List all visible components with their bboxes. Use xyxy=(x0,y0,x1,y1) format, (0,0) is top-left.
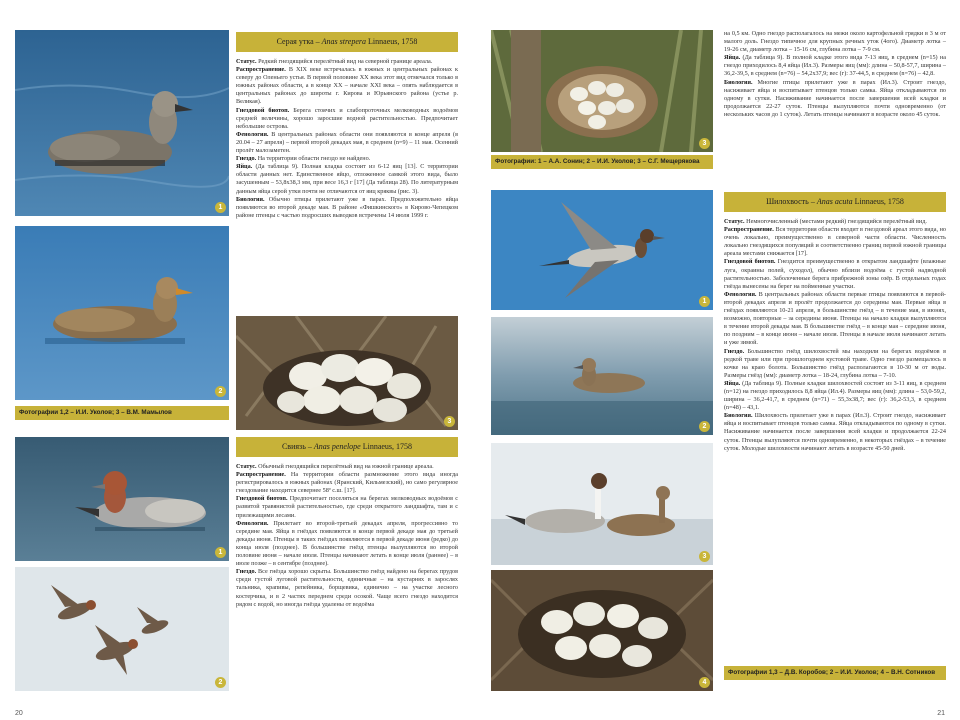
species-name: Серая утка xyxy=(276,37,314,46)
photo-gadwall-female xyxy=(15,226,229,400)
photo-caption-pintail: Фотографии 1,3 – Д.В. Коробов; 2 – И.И. Уколов; 4 – В.Н. Сотников xyxy=(724,666,946,680)
text-paragraph: Гнездо. Все гнёзда хорошо скрыты. Большинство гнёзд найдено на берегах прудов среди густой луговой растительности, единичные – на кустарнях в зарослях тальника, крапивы, репейника, борщевика, единично – на участке лесного костерчика, и в 2 частях переднем среди осокой. Чаще всего гнездо находится рядом с водой, но иногда гнёзда удалены от водоёма xyxy=(236,568,458,608)
photo-caption-wigeon: Фотографии: 1 – А.А. Сонин; 2 – И.И. Уколов; 3 – С.Г. Мещерякова xyxy=(491,155,713,169)
species-name: Шилохвость xyxy=(766,197,809,206)
species-text-wigeon xyxy=(236,463,458,699)
photo-number: 1 xyxy=(215,202,226,213)
species-header-wigeon: Свиязь – Anas penelope Linnaeus, 1758 xyxy=(236,437,458,457)
text-paragraph: Распространение. На территории области размножение этого вида иногда регистрировалось в южных районах (Яранский, Кильмезский), но само регулярное гнездование находится севернее 58º с.ш. [17]. xyxy=(236,471,458,495)
species-author: Linnaeus, 1758 xyxy=(854,197,904,206)
species-latin: Anas strepera xyxy=(321,37,367,46)
text-paragraph: Фенология. В центральных районах области они появляются в конце апреля (в 20.04 – 27 апреля) – первой второй декадах мая, в среднем (n=9) – 11 мая. Осенний пролёт малозаметен. xyxy=(236,130,458,155)
species-author: Linnaeus, 1758 xyxy=(368,37,418,46)
species-name: Свиязь xyxy=(281,442,306,451)
photo-wigeon-nest xyxy=(491,30,713,152)
page-number-left: 20 xyxy=(15,710,23,717)
photo-number: 3 xyxy=(699,551,710,562)
photo-caption-gadwall: Фотографии 1,2 – И.И. Уколов; 3 – В.М. Мамылов xyxy=(15,406,229,420)
text-paragraph: на 0,5 км. Одно гнездо располагалось на межи около картофельной грядки в 3 м от малого доль. Гнездо типичное для крупных речных уток (4ого). Диаметр лотка – 19-26 см, диаметр лотка – 15-16 см, глубина лотка – 7-9 см. xyxy=(724,30,946,54)
text-paragraph: Статус. Немногочисленный (местами редкий) гнездящийся перелётный вид. xyxy=(724,218,927,225)
species-author: Linnaeus, 1758 xyxy=(362,442,413,451)
species-latin: Anas penelope xyxy=(313,442,361,451)
text-paragraph: Биология. Шилохвость прилетает уже в парах (Ил.3). Строит гнездо, насиживает яйца и воспитывает птенцов только самка. Яйца откладываются по одному в сутки. Насиживание начинается после завершения всей кладки и продолжается 22-24 суток. Птенцы вылупляются почти одновременно, в некоторых гнёздах – в течение суток. Молодые шилохвости начинают летать в возрасте 45-50 дней. xyxy=(724,412,946,452)
text-paragraph: Фенология. Прилетает во второй-третьей декадах апреля, прогрессивно то середине мая. Яйца в гнёздах появляются в конце первой декаде мая до третьей декады июня. Птенцы в таких гнёздах появляются в первой декаде июня (редко) до конца июля (позднее). В большинстве гнёзд птенцы вылупляются во второй половине июня – начале июля. Птенцы начинают летать в конце июля (раннее) – в июле позже – в сентябре (позднее). xyxy=(236,519,458,568)
text-paragraph: Гнездовой биотоп. Предпочитает поселяться на берегах мелководных водоёмов с развитой травянистой растительностью, где среди открытого ландшафта, там и с прилежащими лесами. xyxy=(236,495,458,519)
photo-number: 2 xyxy=(215,677,226,688)
text-paragraph: Распространение. Вся территория области входит в гнездовой ареал этого вида, но очень локально, преимущественно в северной части области. Численность локально гнездящихся популяций и соответственно границ первой южной границы ареала местами снижается [17]. xyxy=(724,226,946,258)
text-paragraph: Яйца. (Да таблица 9). В полной кладке этого вида 7-13 яиц, в среднем (n=15) на гнездо приходилось 8,4 яйца (Ил.3). Размеры яиц (мм): длина – 50,8-57,7, ширина – 36,2-39,5, в среднем (n=76) – 54,2x37,9; вес (г): 37-44,5, в среднем (n=76) – 42,8. xyxy=(724,54,946,78)
photo-number: 2 xyxy=(699,421,710,432)
text-paragraph: Гнездо. Большинство гнёзд шилохвостей мы находили на берегах водоёмов в редкой траве или при прошлогоднем кустовой траве. Одно гнездо размещалось в кочке на краю болота. Большинство гнёзд располагаются в 10-30 м от воды. Размеры гнёзд (мм): диаметр лотка – 18-24, глубина лотка – 7-10. xyxy=(724,347,946,379)
species-latin: Anas acuta xyxy=(816,197,853,206)
wigeon-text-continuation xyxy=(724,30,946,182)
text-paragraph: Статус. Редкий гнездящийся перелётный вид на северной границе ареала. xyxy=(236,58,433,65)
text-paragraph: Гнездо. На территории области гнездо не найдено. xyxy=(236,155,371,163)
photo-wigeon-flight xyxy=(15,567,229,691)
text-paragraph: Распространение. В XIX веке встречалась в южных и центральных районах к северу до Оленьего устья. В первой половине XX века этот вид отмечался только в южных районах области, а в конце XX – начале XXI века – опять наблюдается в центральных районах до широты г. Кирова и Юрьянского района (устье р. Великая). xyxy=(236,66,458,106)
photo-pintail-female xyxy=(491,317,713,435)
photo-number: 1 xyxy=(215,547,226,558)
species-text-pintail xyxy=(724,218,946,662)
text-paragraph: Фенология. В центральных районах области первые птицы появляются в первой-второй декадах апреля и пролёт продолжается до середины мая. Первые яйца в гнёздах появляются 10-21 апреля, в большинстве гнёзд – в течение мая, в июнях, возможно, повторные – за середины июня. Птенцы на начало кладки вылупляются в течение второй декады мая. В большинстве гнёзд – в конце мая – середине июня, по поздним – в конце июня – начале июля. Птенцы в начале июля начинают летать и уже зимой. xyxy=(724,290,946,347)
photo-pintail-nest xyxy=(491,570,713,691)
photo-number: 3 xyxy=(444,416,455,427)
text-paragraph: Биология. Обычно птицы прилетают уже в парах. Предположительно яйца появляются во второй декаде мая. В районе «Фишкинского» в Кирово-Чепецком районе птенцы с частью подросших выводков встречены 14 июля 1999 г. xyxy=(236,195,458,219)
photo-wigeon-male xyxy=(15,437,229,561)
photo-gadwall-male xyxy=(15,30,229,216)
species-header-pintail: Шилохвость – Anas acuta Linnaeus, 1758 xyxy=(724,192,946,212)
text-paragraph: Яйца. (Да таблица 9). Полная кладка состоит из 6-12 яиц [13]. С территории области данных нет. Единственное яйцо, отложенное самкой этого вида, было засушенным – 53,8х38,3 мм, при весе 16,3 г [17] (Да таблица 28). По литературным данным яйца серой утки почти не отличаются от яиц кряквы (рис. 3). xyxy=(236,163,458,195)
photo-gadwall-nest xyxy=(236,316,458,430)
species-header-gadwall: Серая утка – Anas strepera Linnaeus, 1758 xyxy=(236,32,458,52)
photo-number: 1 xyxy=(699,296,710,307)
text-paragraph: Биология. Многие птицы прилетают уже в парах (Ил.3). Строит гнездо, насиживает яйца и воспитывает птенцов только самка. Яйца откладываются по одному в сутки. Насиживание начинается после завершения всей кладки и продолжается 22-27 суток. Птенцы вылупляются почти одновременно (от нескольких часов до 1 суток). Летать птенцы начинают в возрасте около 45 суток. xyxy=(724,78,946,118)
species-text-gadwall xyxy=(236,58,458,310)
text-paragraph: Статус. Обычный гнездящийся перелётный вид на южной границе ареала. xyxy=(236,463,434,470)
photo-pintail-pair xyxy=(491,443,713,565)
text-paragraph: Яйца. (Да таблица 9). Полные кладки шилохвостей состоят из 3-11 яиц, в среднем (n=12) на гнездо приходилось 8,8 яйца (Ил.4). Размеры яиц (мм): длина – 53,0-59,2, ширина – 36,2-41,7, в среднем (n=71) – 55,3x38,7; вес (г): 36,2-53,3, в среднем (n=48) – 43,1. xyxy=(724,379,946,412)
text-paragraph: Гнездовой биотоп. Берега стоячих и слабопроточных мелководных водоёмов средней величины, хорошо заросшие водной растительностью. Предпочитает небольшие острова. xyxy=(236,106,458,130)
page-number-right: 21 xyxy=(937,710,945,717)
photo-pintail-flight xyxy=(491,190,713,310)
photo-number: 2 xyxy=(215,386,226,397)
photo-number: 4 xyxy=(699,677,710,688)
photo-number: 3 xyxy=(699,138,710,149)
text-paragraph: Гнездовой биотоп. Гнездится преимущественно в открытом ландшафте (влажные луга, окраины полей, суходол), обычно вблизи водоёма с густой надводной растительностью. Заболоченные берега прибрежной зоны озёр. В отдельных годах гнёзда вынесены на берег на пойменные участки. xyxy=(724,258,946,290)
